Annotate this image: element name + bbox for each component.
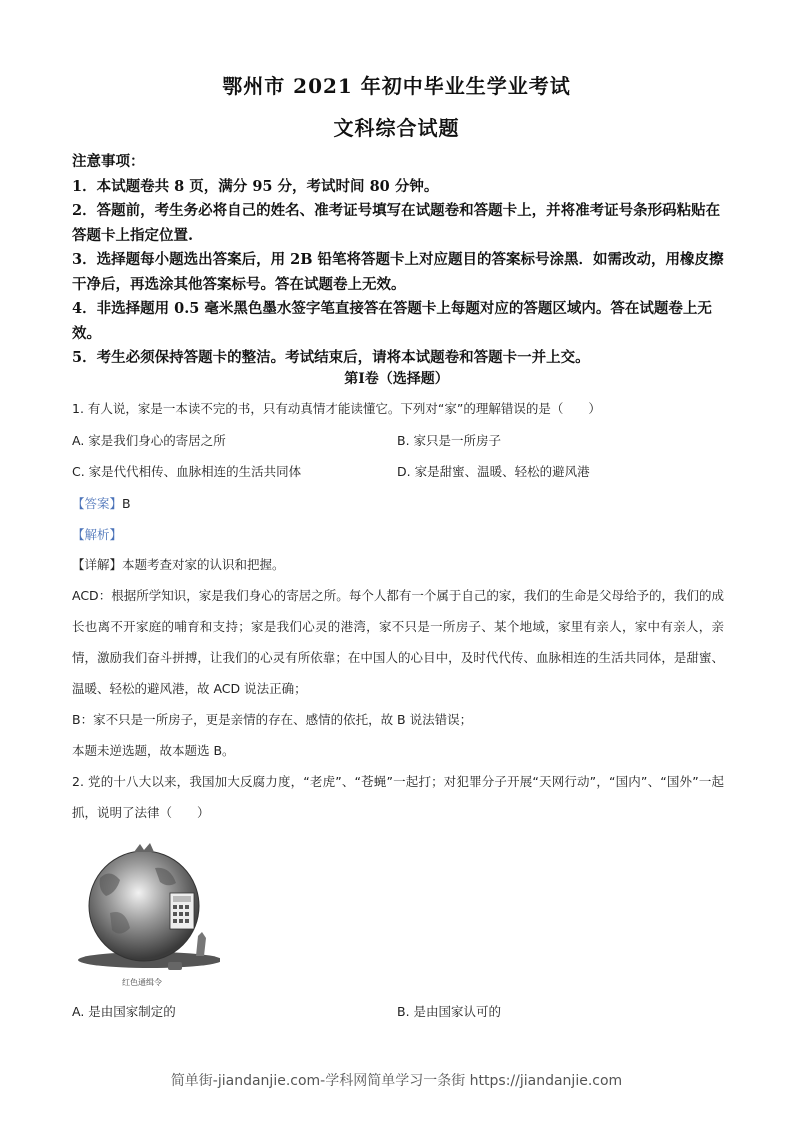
notice-item-2: 2．答题前，考生务必将自己的姓名、准考证号填写在试题卷和答题卡上，并将准考证号条形码粘贴在答题卡上指定位置. (72, 202, 721, 244)
conclusion: 本题未逆选题，故本题选 B。 (72, 743, 235, 758)
section-title: 第Ⅰ卷（选择题） (344, 371, 449, 387)
question-1-option-b: B. 家只是一所房子 (397, 433, 502, 448)
question-2-illustration (70, 838, 220, 988)
question-2-option-a: A. 是由国家制定的 (72, 1004, 176, 1019)
answer-value: B (122, 496, 131, 511)
question-2-option-b: B. 是由国家认可的 (397, 1004, 502, 1019)
explanation-b: B：家不只是一所房子，更是亲情的存在、感情的依托，故 B 说法错误； (72, 712, 473, 727)
notice-heading: 注意事项： (72, 153, 145, 170)
detail-line: 【详解】本题考查对家的认识和把握。 (72, 557, 285, 572)
notice-section (72, 150, 732, 371)
answer-label: 【答案】 (72, 496, 123, 511)
globe-illustration-icon (70, 838, 220, 988)
exam-title: 鄂州市 2021 年初中毕业生学业考试 (222, 74, 571, 98)
notice-item-3: 3．选择题每小题选出答案后，用 2B 铅笔将答题卡上对应题目的答案标号涂黑．如需改动，用橡皮擦干净后，再选涂其他答案标号。答在试题卷上无效。 (72, 251, 724, 293)
exam-subtitle: 文科综合试题 (333, 116, 460, 140)
notice-item-5: 5．考生必须保持答题卡的整洁。考试结束后，请将本试题卷和答题卡一并上交。 (72, 349, 590, 366)
question-1-stem: 1. 有人说，家是一本读不完的书，只有动真情才能读懂它。下列对“家”的理解错误的是（ ） (72, 401, 601, 416)
notice-item-1: 1．本试题卷共 8 页，满分 95 分，考试时间 80 分钟。 (72, 177, 439, 195)
question-1-option-d: D. 家是甜蜜、温暖、轻松的避风港 (397, 464, 590, 479)
illustration-caption: 红色通缉令 (122, 978, 162, 987)
notice-item-4: 4．非选择题用 0.5 毫米黑色墨水签字笔直接答在答题卡上每题对应的答题区域内。答在试题卷上无效。 (72, 300, 712, 342)
question-2-stem: 2. 党的十八大以来，我国加大反腐力度，“老虎”、“苍蝇”一起打；对犯罪分子开展“天网行动”，“国内”、“国外”一起抓，说明了法律（ ） (72, 774, 724, 820)
explanation-acd: ACD：根据所学知识，家是我们身心的寄居之所。每个人都有一个属于自己的家，我们的生命是父母给予的，我们的成长也离不开家庭的哺育和支持；家是我们心灵的港湾，家不只是一所房子、某个地域，家里有亲人，家中有亲人，亲情，激励我们奋斗拼搏，让我们的心灵有所依靠；在中国人的心目中，及时代代传、血脉相连的生活共同体，是甜蜜、温暖、轻松的避风港，故 ACD 说法正确； (72, 588, 724, 696)
question-1-option-a: A. 家是我们身心的寄居之所 (72, 433, 226, 448)
footer-watermark: 简单街-jiandanjie.com-学科网简单学习一条街 https://jiandanjie.com (170, 1073, 623, 1089)
answer-row (72, 494, 131, 512)
analysis-label: 【解析】 (72, 527, 123, 542)
question-1-option-c: C. 家是代代相传、血脉相连的生活共同体 (72, 464, 302, 479)
